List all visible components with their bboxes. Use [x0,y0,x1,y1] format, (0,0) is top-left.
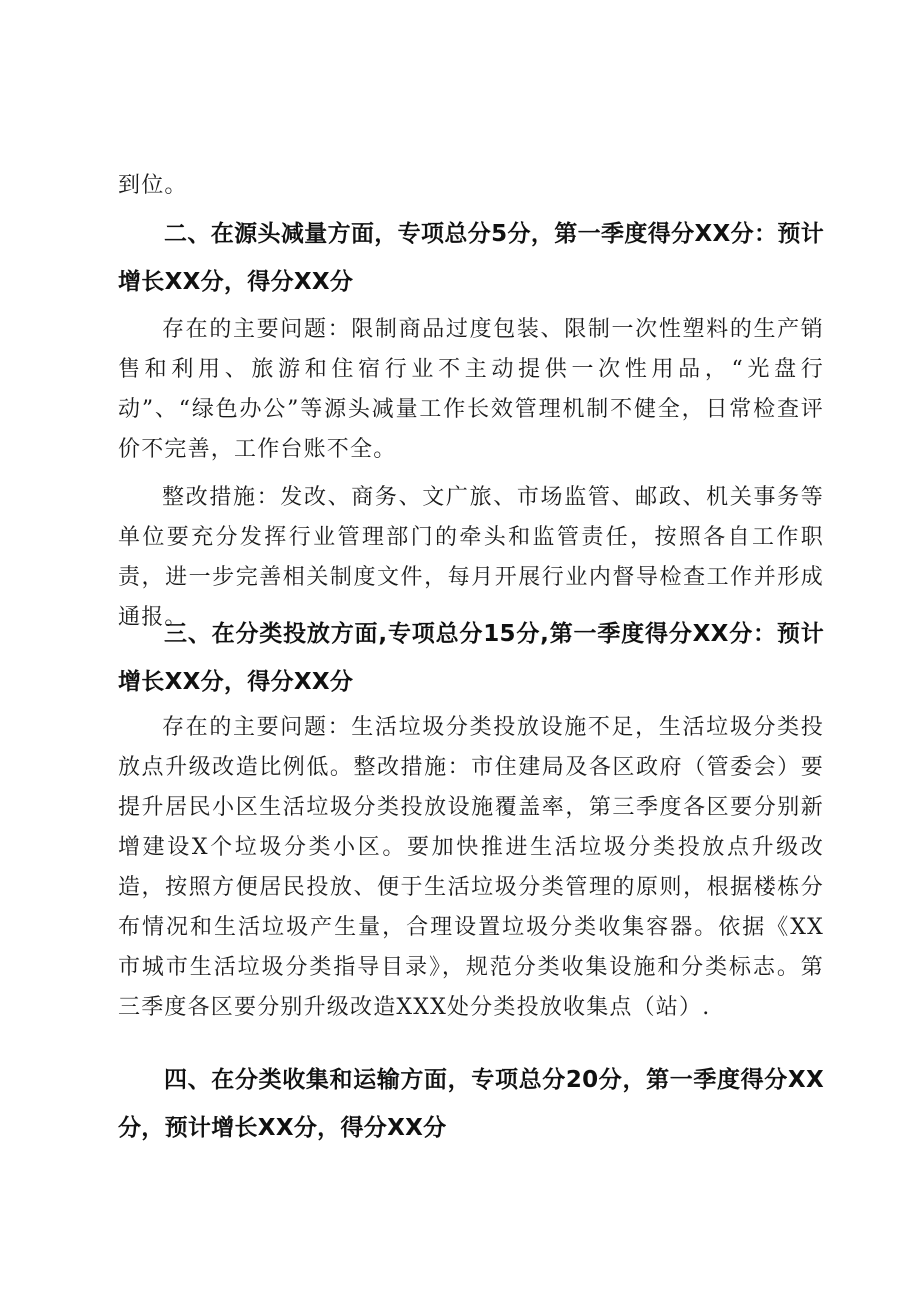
section-heading-collection-transport: 四、在分类收集和运输方面，专项总分20分，第一季度得分XX分，预计增长XX分，得分XX分 [118,1067,824,1141]
section-source-reduction-measures: 整改措施：发改、商务、文广旅、市场监管、邮政、机关事务等单位要充分发挥行业管理部门的牵头和监管责任，按照各自工作职责，进一步完善相关制度文件，每月开展行业内督导检查工作并形成通报。 [118,485,824,630]
continuation-text: 到位。 [118,173,188,198]
section-heading-sorted-disposal: 三、在分类投放方面,专项总分15分,第一季度得分XX分：预计增长XX分，得分XX分 [118,621,824,695]
section-source-reduction-problems: 存在的主要问题：限制商品过度包装、限制一次性塑料的生产销售和利用、旅游和住宿行业不主动提供一次性用品，“光盘行动”、“绿色办公”等源头减量工作长效管理机制不健全，日常检查评价不完善，工作台账不全。 [118,317,824,462]
section-heading-source-reduction: 二、在源头减量方面，专项总分5分，第一季度得分XX分：预计增长XX分，得分XX分 [118,221,824,295]
section-sorted-disposal-text: 存在的主要问题：生活垃圾分类投放设施不足，生活垃圾分类投放点升级改造比例低。整改措施：市住建局及各区政府（管委会）要提升居民小区生活垃圾分类投放设施覆盖率，第三季度各区要分别新增建设X个垃圾分类小区。要加快推进生活垃圾分类投放点升级改造，按照方便居民投放、便于生活垃圾分类管理的原则，根据楼栋分布情况和生活垃圾产生量，合理设置垃圾分类收集容器。依据《XX市城市生活垃圾分类指导目录》，规范分类收集设施和分类标志。第三季度各区要分别升级改造XXX处分类投放收集点（站）. [118,715,824,1020]
